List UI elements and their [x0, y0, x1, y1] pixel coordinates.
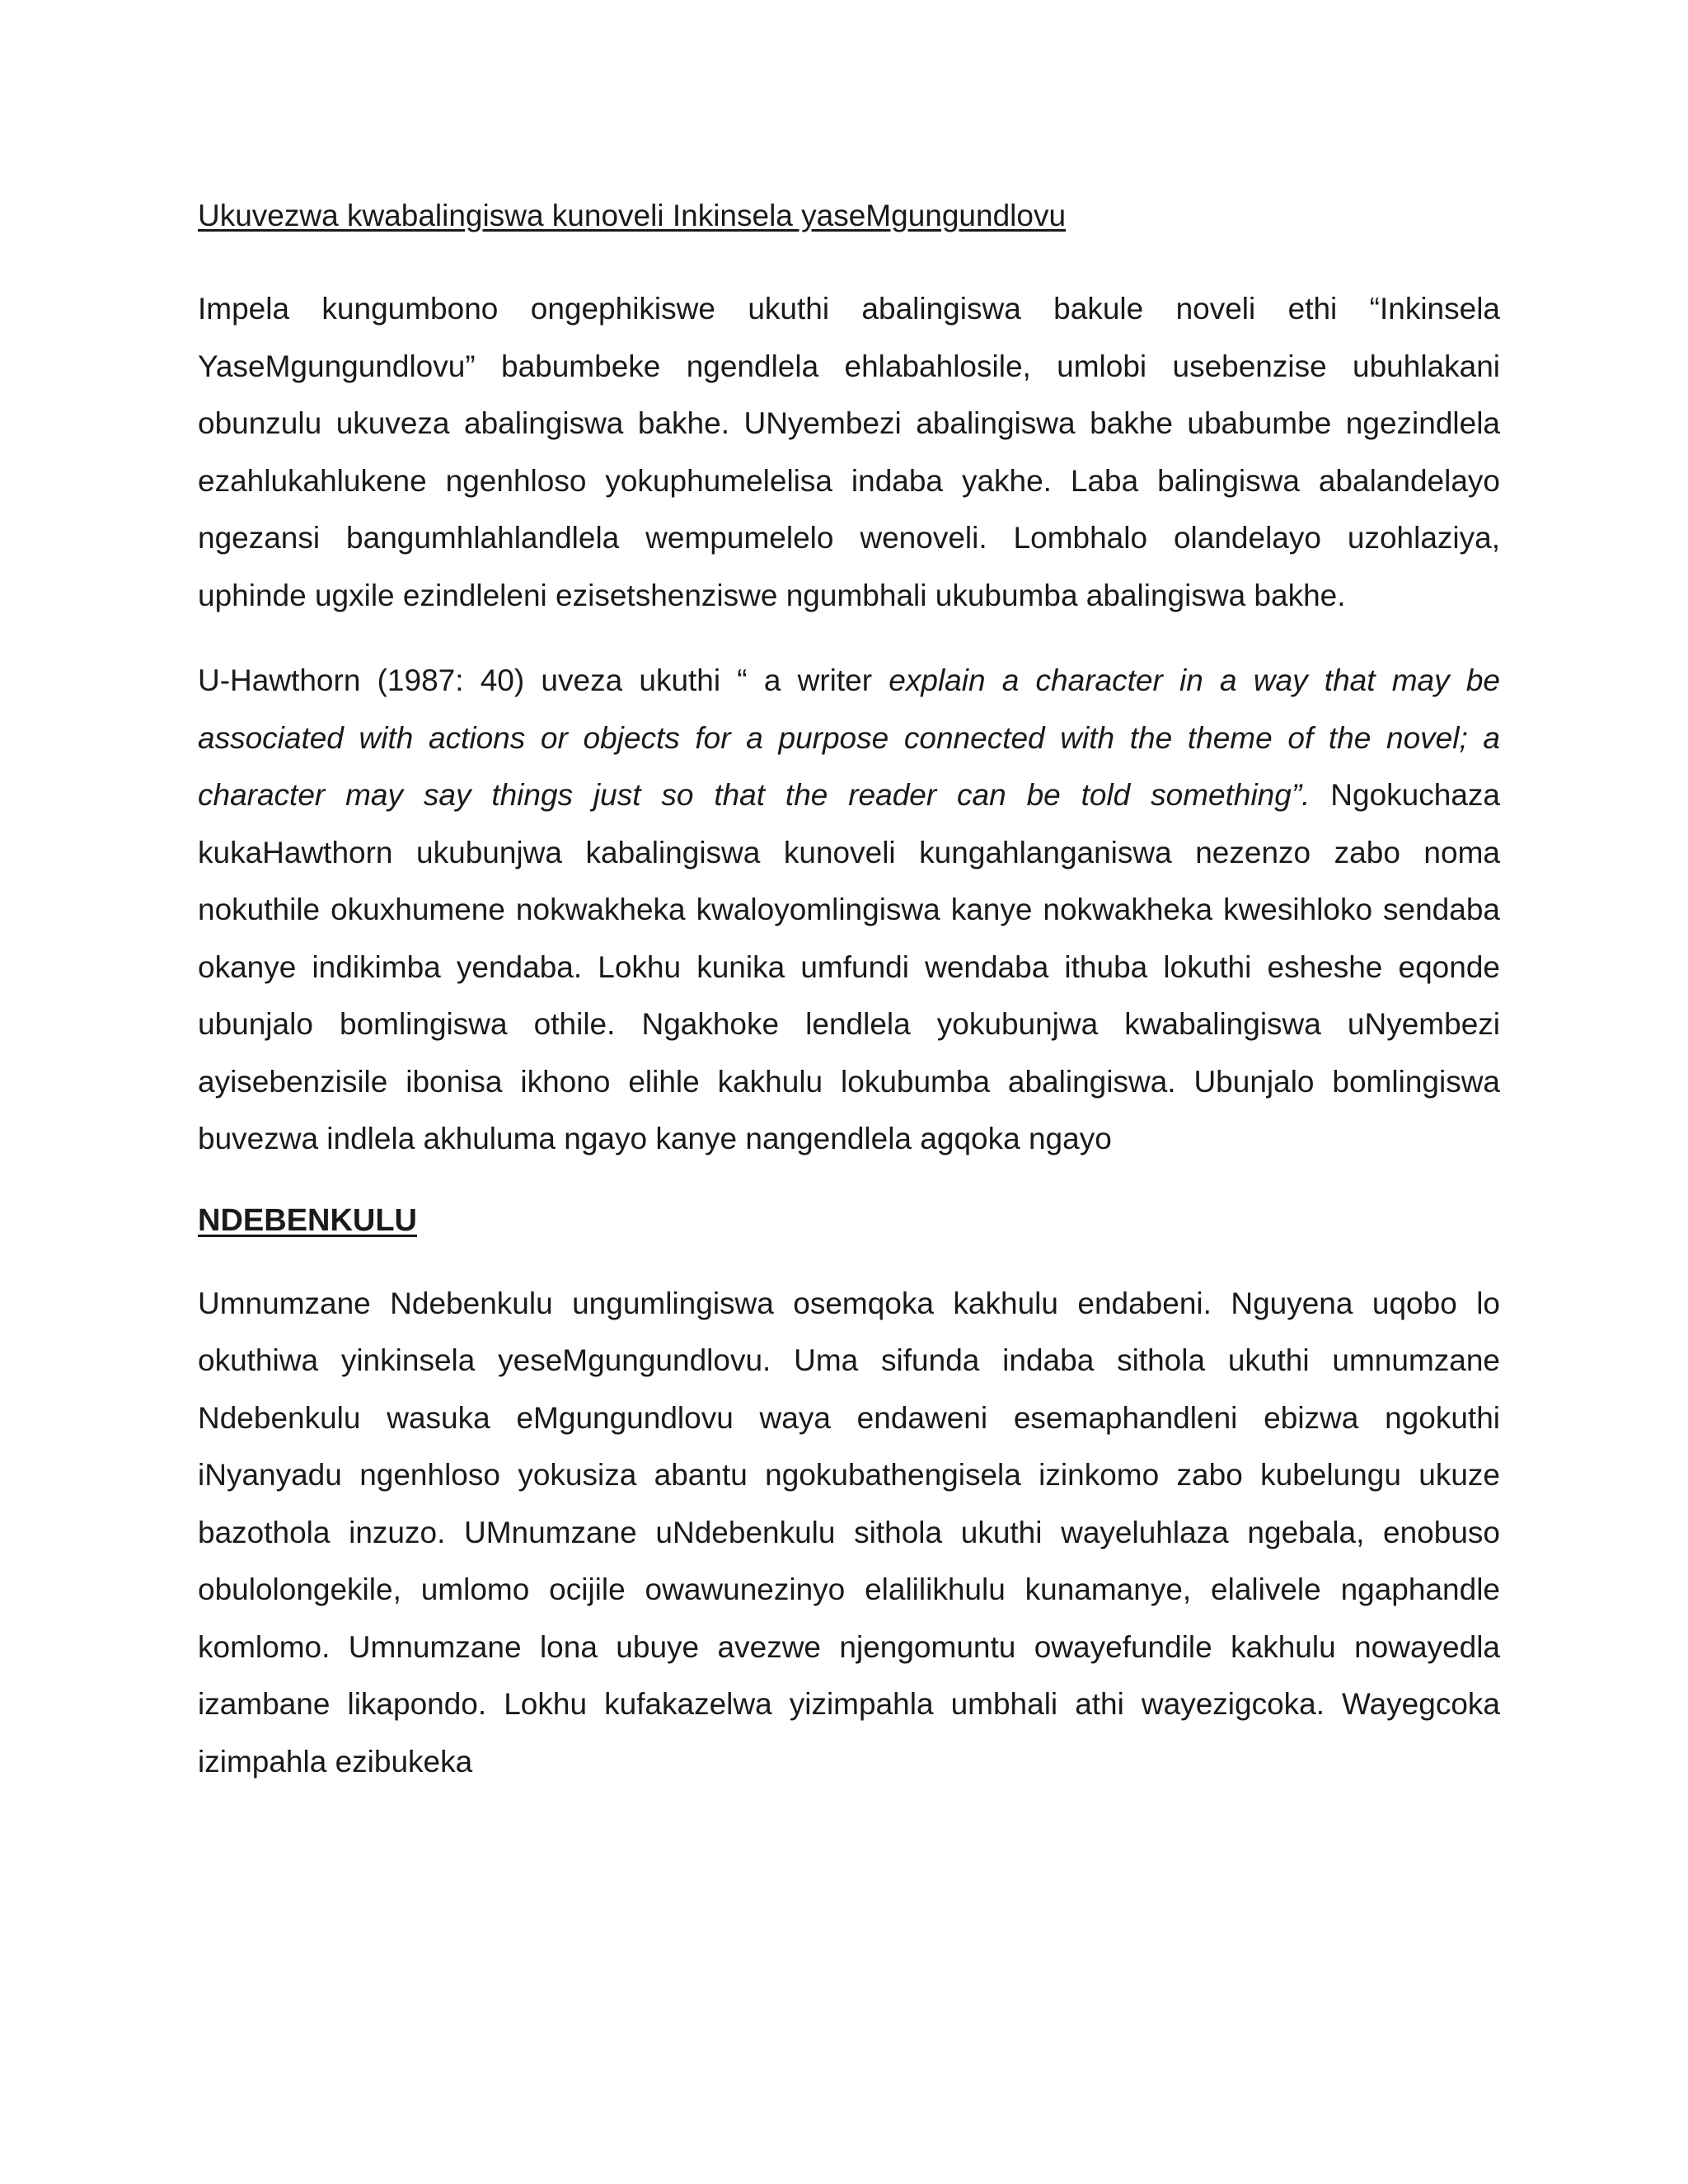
- paragraph-ndebenkulu: Umnumzane Ndebenkulu ungumlingiswa osemqoka kakhulu endabeni. Nguyena uqobo lo okuthiwa yinkinsela yeseMgungundlovu. Uma sifunda indaba sithola ukuthi umnumzane Ndebenkulu wasuka eMgungundlovu waya endaweni esemaphandleni ebizwa ngokuthi iNyanyadu ngenhloso yokusiza abantu ngokubathengisela izinkomo zabo kubelungu ukuze bazothola inzuzo. UMnumzane uNdebenkulu sithola ukuthi wayeluhlaza ngebala, enobuso obulolongekile, umlomo ocijile owawunezinyo elalilikhulu kunamanye, elalivele ngaphandle komlomo. Umnumzane lona ubuye avezwe njengomuntu owayefundile kakhulu nowayedla izambane likapondo. Lokhu kufakazelwa yizimpahla umbhali athi wayezigcoka. Wayegcoka izimpahla ezibukeka: [198, 1286, 1500, 1779]
- paragraph-hawthorn-rest: Ngokuchaza kukaHawthorn ukubunjwa kabalingiswa kunoveli kungahlanganiswa nezenzo zabo noma nokuthile okuxhumene nokwakheka kwaloyomlingiswa kanye nokwakheka kwesihloko sendaba okanye indikimba yendaba. Lokhu kunika umfundi wendaba ithuba lokuthi esheshe eqonde ubunjalo bomlingiswa othile. Ngakhoke lendlela yokubunjwa kwabalingiswa uNyembezi ayisebenzisile ibonisa ikhono elihle kakhulu lokubumba abalingiswa. Ubunjalo bomlingiswa buvezwa indlela akhuluma ngayo kanye nangendlela agqoka ngayo: [198, 778, 1500, 1155]
- paragraph-hawthorn-lead: U-Hawthorn (1987: 40) uveza ukuthi “ a writer: [198, 663, 889, 697]
- hawthorn-quote: explain a character in a way that may be associated with actions or objects for a purpose connected with the theme of the novel; a character may say things just so that the reader can be told something”.: [198, 663, 1500, 812]
- document-title: Ukuvezwa kwabalingiswa kunoveli Inkinsela yaseMgungundlovu: [198, 199, 1067, 232]
- section-heading: NDEBENKULU: [198, 1202, 417, 1238]
- paragraph-intro: Impela kungumbono ongephikiswe ukuthi abalingiswa bakule noveli ethi “Inkinsela YaseMgungundlovu” babumbeke ngendlela ehlabahlosile, umlobi usebenzise ubuhlakani obunzulu ukuveza abalingiswa bakhe. UNyembezi abalingiswa bakhe ubabumbe ngezindlela ezahlukahlukene ngenhloso yokuphumelelisa indaba yakhe. Laba balingiswa abalandelayo ngezansi bangumhlahlandlela wempumelelo wenoveli. Lombhalo olandelayo uzohlaziya, uphinde ugxile ezindleleni ezisetshenziswe ngumbhali ukubumba abalingiswa bakhe.: [198, 292, 1500, 612]
- document-page: [198, 191, 1500, 1790]
- paragraph-hawthorn: [198, 652, 1500, 1168]
